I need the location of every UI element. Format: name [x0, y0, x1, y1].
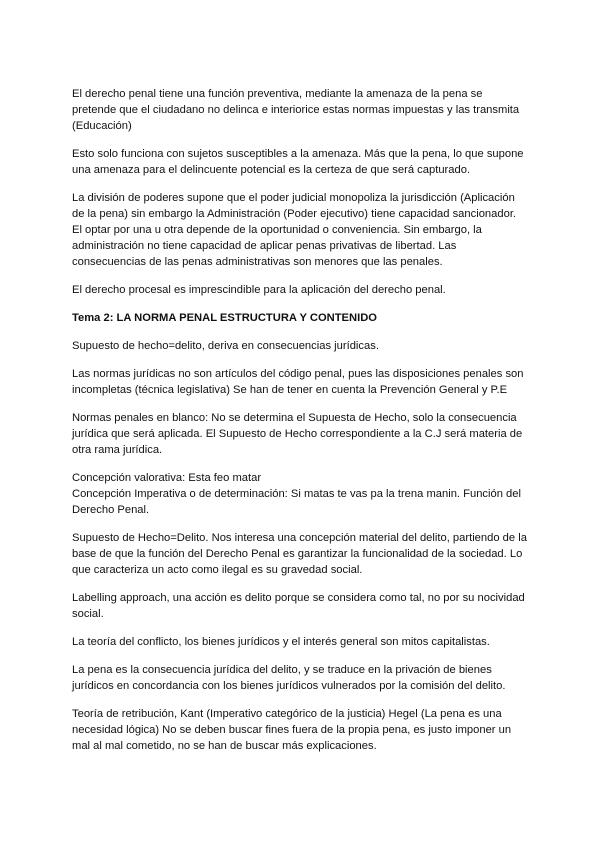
- paragraph: El derecho procesal es imprescindible para la aplicación del derecho penal.: [72, 284, 446, 296]
- paragraph: Esto solo funciona con sujetos susceptibles a la amenaza. Más que la pena, lo que supone una amenaza para el delincuente potencial es la certeza de que será capturado.: [72, 148, 524, 176]
- paragraph: La división de poderes supone que el poder judicial monopoliza la jurisdicción (Aplicación de la pena) sin embargo la Administración (Poder ejecutivo) tiene capacidad sancionador. El optar por una u otra depende de la oportunidad o conveniencia. Sin embargo, la administración no tiene capacidad de aplicar penas privativas de libertad. Las consecuencias de las penas administrativas son menores que las penales.: [72, 192, 517, 268]
- document-page: [72, 86, 528, 766]
- paragraph: Las normas jurídicas no son artículos del código penal, pues las disposiciones penales son incompletas (técnica legislativa) Se han de tener en cuenta la Prevención General y P.E: [72, 368, 524, 396]
- paragraph: Supuesto de Hecho=Delito. Nos interesa una concepción material del delito, partiendo de la base de que la función del Derecho Penal es garantizar la funcionalidad de la sociedad. Lo que caracteriza un acto como ilegal es su gravedad social.: [72, 532, 527, 576]
- paragraph: Concepción valorativa: Esta feo matar Concepción Imperativa o de determinación: Si matas te vas pa la trena manin. Función del Derecho Penal.: [72, 472, 521, 516]
- paragraph: La pena es la consecuencia jurídica del delito, y se traduce en la privación de bienes jurídicos en concordancia con los bienes jurídicos vulnerados por la comisión del delito.: [72, 664, 506, 692]
- paragraph: Labelling approach, una acción es delito porque se considera como tal, no por su nocividad social.: [72, 592, 525, 620]
- paragraph: Normas penales en blanco: No se determina el Supuesta de Hecho, solo la consecuencia jurídica que será aplicada. El Supuesto de Hecho correspondiente a la C.J será materia de otra rama jurídica.: [72, 412, 523, 456]
- paragraph: El derecho penal tiene una función preventiva, mediante la amenaza de la pena se pretende que el ciudadano no delinca e interiorice estas normas impuestas y las transmita (Educación): [72, 88, 520, 132]
- paragraph: Teoría de retribución, Kant (Imperativo categórico de la justicia) Hegel (La pena es una necesidad lógica) No se deben buscar fines fuera de la propia pena, es justo imponer un mal al mal cometido, no se han de buscar más explicaciones.: [72, 708, 512, 752]
- paragraph: Supuesto de hecho=delito, deriva en consecuencias jurídicas.: [72, 340, 379, 352]
- paragraph: La teoría del conflicto, los bienes jurídicos y el interés general son mitos capitalistas.: [72, 636, 490, 648]
- section-heading: Tema 2: LA NORMA PENAL ESTRUCTURA Y CONTENIDO: [72, 312, 377, 324]
